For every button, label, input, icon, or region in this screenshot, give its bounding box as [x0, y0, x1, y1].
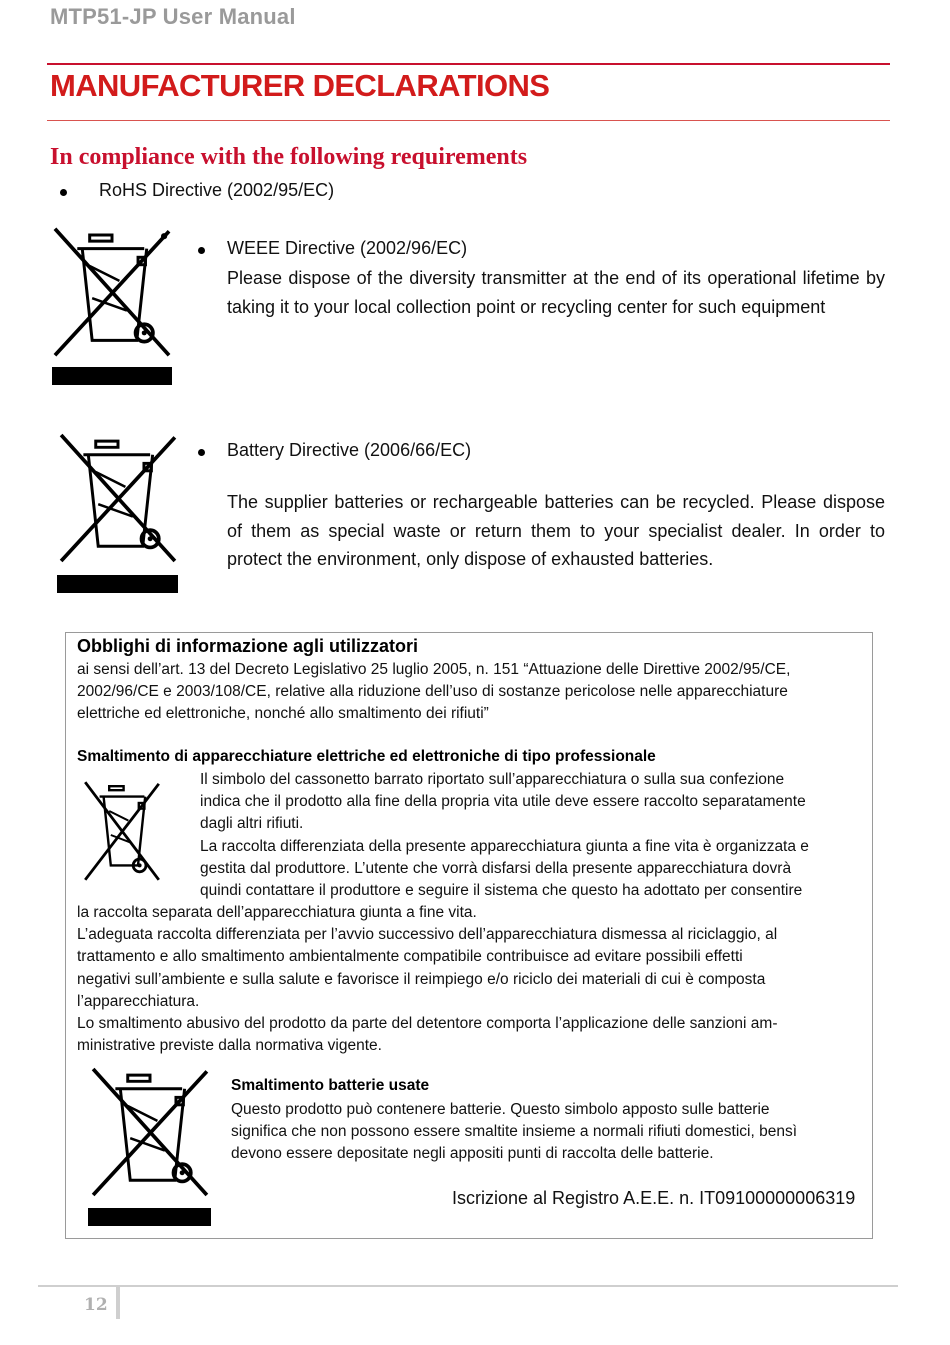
bullet-dot: [60, 189, 67, 196]
text-line: Questo prodotto può contenere batterie. Questo simbolo apposto sulle batterie: [231, 1101, 770, 1118]
box-heading: Obblighi di informazione agli utilizzatori: [77, 636, 418, 656]
intro-line: 2002/96/CE e 2003/108/CE, relative alla riduzione dell’uso di sostanze pericolose nelle apparecchiature: [77, 683, 788, 701]
text-line: L’adeguata raccolta differenziata per l’avvio successivo dell’apparecchiatura dismessa al riciclaggio, al: [77, 926, 778, 944]
title-top-rule: [47, 63, 890, 65]
box-intro: [77, 659, 867, 726]
weee-symbol: [50, 222, 174, 387]
footer-divider: [116, 1287, 120, 1319]
rohs-item: [60, 180, 460, 204]
weee-text: Please dispose of the diversity transmitter at the end of its operational lifetime by taking it to your local collection point or recycling center for such equipment: [227, 268, 885, 317]
used-battery-symbol: [88, 1064, 212, 1229]
battery-symbol: [56, 430, 180, 595]
registry-number: Iscrizione al Registro A.E.E. n. IT09100000006319: [452, 1188, 856, 1208]
text-line: quindi contattare il produttore e seguire il sistema che questo ha adottato per consentire: [200, 882, 803, 900]
manual-title: MTP51-JP User Manual: [50, 4, 296, 29]
symbol-bar: [52, 367, 172, 385]
professional-indented-text: [200, 769, 865, 902]
professional-symbol: [82, 778, 162, 886]
crossed-bin-icon: [82, 778, 162, 884]
professional-heading: Smaltimento di apparecchiature elettriche ed elettroniche di tipo professionale: [77, 748, 656, 765]
battery-disposal-heading: Smaltimento batterie usate: [231, 1077, 430, 1094]
battery-title: Battery Directive (2006/66/EC): [227, 440, 472, 460]
text-line: Lo smaltimento abusivo del prodotto da parte del detentore comporta l’applicazione delle sanzioni am-: [77, 1015, 778, 1033]
symbol-bar: [88, 1208, 211, 1226]
professional-full-text: [77, 902, 867, 1057]
crossed-bin-icon: [50, 222, 174, 362]
footer-rule: [38, 1285, 898, 1287]
page-number: 12: [84, 1295, 108, 1315]
weee-title: WEEE Directive (2002/96/EC): [227, 238, 468, 258]
section-title: MANUFACTURER DECLARATIONS: [50, 68, 550, 103]
text-line: La raccolta differenziata della presente apparecchiatura giunta a fine vita è organizzata e: [200, 837, 809, 855]
text-line: ministrative previste dalla normativa vigente.: [77, 1037, 382, 1055]
section-subtitle: In compliance with the following requirements: [50, 144, 528, 170]
symbol-bar: [57, 575, 178, 593]
intro-line: elettriche ed elettroniche, nonché allo smaltimento dei rifiuti”: [77, 705, 489, 723]
title-bottom-rule: [47, 120, 890, 121]
battery-disposal-text: [231, 1099, 861, 1166]
intro-line: ai sensi dell’art. 13 del Decreto Legislativo 25 luglio 2005, n. 151 “Attuazione delle Direttive 2002/95/CE,: [77, 661, 791, 678]
text-line: dagli altri rifiuti.: [200, 815, 304, 833]
bullet-dot: [198, 449, 205, 456]
bullet-dot: [198, 247, 205, 254]
text-line: negativi sull’ambiente e sulla salute e favorisce il reimpiego e/o riciclo dei materiali di cui è composta: [77, 970, 766, 988]
crossed-bin-icon: [88, 1064, 212, 1200]
battery-text: The supplier batteries or rechargeable batteries can be recycled. Please dispose of them as special waste or return them to your specialist dealer. In order to protect the environment, only dispose of exhausted batteries.: [227, 492, 885, 570]
text-line: trattamento e allo smaltimento ambientalmente compatibile contribuisce ad evitare possibili effetti: [77, 948, 743, 966]
crossed-bin-icon: [56, 430, 180, 566]
text-line: Il simbolo del cassonetto barrato riportato sull’apparecchiatura o sulla sua confezione: [200, 771, 785, 788]
text-line: gestita dal produttore. L’utente che vorrà disfarsi della presente apparecchiatura dovrà: [200, 859, 792, 877]
rohs-label: RoHS Directive (2002/95/EC): [99, 180, 335, 200]
text-line: devono essere depositate negli appositi punti di raccolta delle batterie.: [231, 1145, 714, 1163]
text-line: significa che non possono essere smaltite insieme a normali rifiuti domestici, bensì: [231, 1123, 798, 1141]
text-line: la raccolta separata dell’apparecchiatura giunta a fine vita.: [77, 904, 477, 921]
text-line: l’apparecchiatura.: [77, 992, 200, 1010]
text-line: indica che il prodotto alla fine della propria vita utile deve essere raccolto separatamente: [200, 793, 806, 811]
